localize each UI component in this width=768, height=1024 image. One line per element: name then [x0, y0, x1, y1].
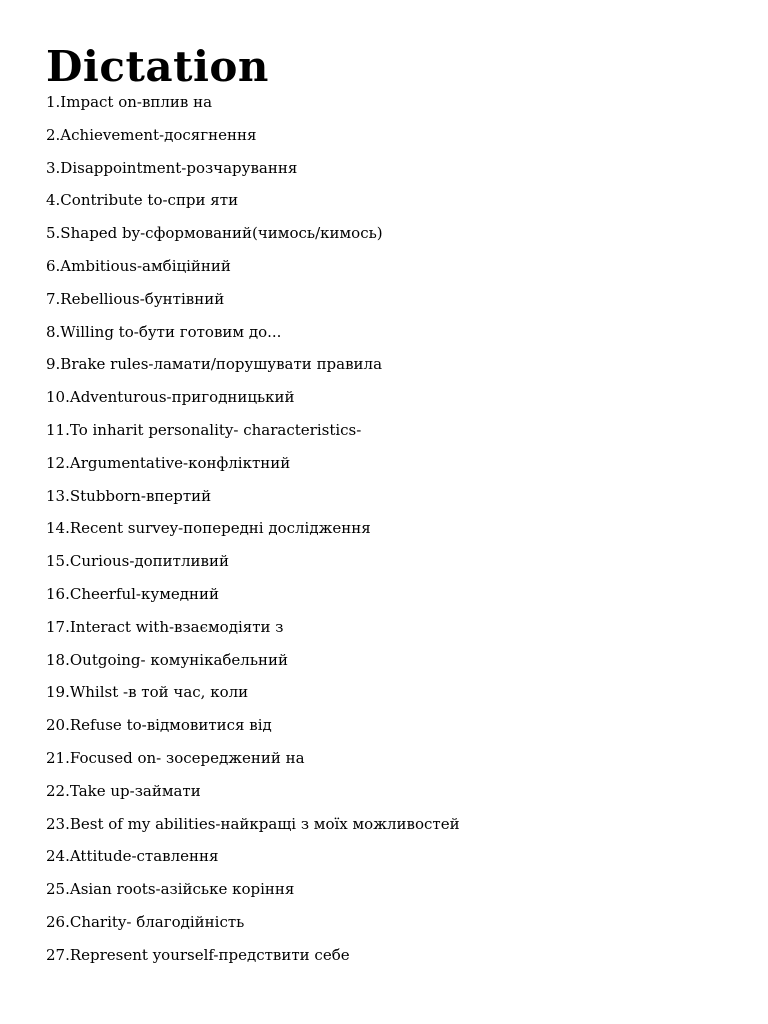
- list-item: 16.Cheerful-кумедний: [46, 584, 219, 603]
- list-item: 19.Whilst -в той час, коли: [46, 683, 249, 702]
- list-item: 1.Impact on-вплив на: [46, 93, 213, 111]
- list-item: 25.Asian roots-азійське коріння: [46, 880, 295, 899]
- list-item: 4.Contribute to-спри яти: [46, 191, 239, 210]
- list-item: 21.Focused on- зосереджений на: [46, 748, 305, 767]
- list-item: 20.Refuse to-відмовитися від: [46, 716, 272, 735]
- list-item: 2.Achievement-досягнення: [46, 125, 257, 144]
- list-item: 11.To inharit personality- characteristics-: [46, 420, 362, 439]
- list-item: 24.Attitude-ставлення: [46, 847, 219, 866]
- list-item: 27.Represent yourself-предствити себе: [46, 945, 350, 964]
- list-item: 9.Brake rules-ламати/порушувати правила: [46, 355, 383, 374]
- list-item: 3.Disappointment-розчарування: [46, 158, 298, 177]
- list-item: 6.Ambitious-амбіційний: [46, 256, 231, 275]
- list-item: 18.Outgoing- комунікабельний: [46, 650, 288, 669]
- list-item: 15.Curious-допитливий: [46, 552, 229, 571]
- list-item: 10.Adventurous-пригодницький: [46, 388, 295, 407]
- list-item: 13.Stubborn-впертий: [46, 486, 212, 505]
- list-item: 23.Best of my abilities-найкращі з моїх можливостей: [46, 814, 460, 833]
- list-item: 8.Willing to-бути готовим до...: [46, 322, 282, 341]
- vocabulary-list: [46, 88, 460, 974]
- page-title: Dictation: [46, 42, 269, 91]
- list-item: 17.Interact with-взаємодіяти з: [46, 617, 284, 636]
- list-item: 26.Charity- благодійність: [46, 912, 245, 931]
- list-item: 12.Argumentative-конфліктний: [46, 453, 291, 472]
- list-item: 5.Shaped by-сформований(чимось/кимось): [46, 224, 383, 243]
- list-item: 22.Take up-займати: [46, 781, 201, 800]
- list-item: 7.Rebellious-бунтівний: [46, 289, 225, 308]
- list-item: 14.Recent survey-попередні дослідження: [46, 519, 371, 538]
